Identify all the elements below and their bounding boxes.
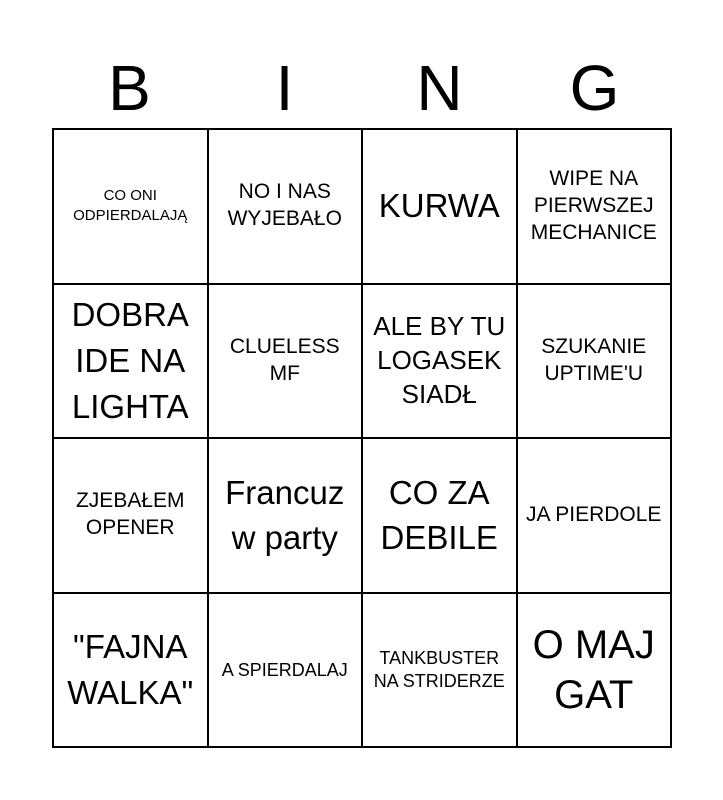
- bingo-cell-text: DOBRA IDE NA LIGHTA: [71, 296, 189, 425]
- bingo-cell[interactable]: [54, 439, 209, 594]
- header-letter-b: B: [108, 52, 151, 124]
- header-letter-n: N: [416, 52, 463, 124]
- bingo-cell-text: KURWA: [378, 187, 500, 225]
- header-letter-i: I: [275, 52, 294, 124]
- bingo-cell[interactable]: [363, 439, 518, 594]
- bingo-cell[interactable]: [209, 285, 364, 440]
- bingo-cell[interactable]: [54, 130, 209, 285]
- bingo-cell[interactable]: [54, 285, 209, 440]
- bingo-cell[interactable]: [209, 594, 364, 749]
- bingo-cell-text: Francuz w party: [225, 473, 345, 557]
- bingo-cell-text: CLUELESS MF: [229, 334, 340, 385]
- bingo-cell[interactable]: [518, 130, 673, 285]
- bingo-cell[interactable]: [209, 130, 364, 285]
- bingo-header: [52, 50, 672, 126]
- bingo-cell-text: TANKBUSTER NA STRIDERZE: [373, 648, 505, 691]
- bingo-cell-text: CO ONI ODPIERDALAJĄ: [73, 187, 188, 225]
- bingo-cell-text: A SPIERDALAJ: [221, 659, 348, 680]
- header-letter-g: G: [569, 52, 620, 124]
- bingo-cell[interactable]: [363, 130, 518, 285]
- bingo-cell[interactable]: [54, 594, 209, 749]
- bingo-cell-text: O MAJ GAT: [532, 622, 655, 717]
- bingo-cell[interactable]: [518, 439, 673, 594]
- bingo-board: [52, 128, 672, 748]
- bingo-cell[interactable]: [209, 439, 364, 594]
- bingo-cell-text: "FAJNA WALKA": [67, 628, 194, 711]
- bingo-cell-text: SZUKANIE UPTIME'U: [541, 334, 647, 385]
- bingo-cell[interactable]: [363, 285, 518, 440]
- bingo-cell-text: ZJEBAŁEM OPENER: [75, 489, 185, 540]
- bingo-cell-text: NO I NAS WYJEBAŁO: [227, 180, 342, 231]
- bingo-cell-text: JA PIERDOLE: [526, 502, 662, 526]
- bingo-cell-text: ALE BY TU LOGASEK SIADŁ: [373, 311, 506, 409]
- bingo-cell[interactable]: [518, 594, 673, 749]
- bingo-cell[interactable]: [518, 285, 673, 440]
- bingo-cell-text: CO ZA DEBILE: [380, 473, 498, 557]
- bingo-cell-text: WIPE NA PIERWSZEJ MECHANICE: [530, 166, 657, 244]
- bingo-cell[interactable]: [363, 594, 518, 749]
